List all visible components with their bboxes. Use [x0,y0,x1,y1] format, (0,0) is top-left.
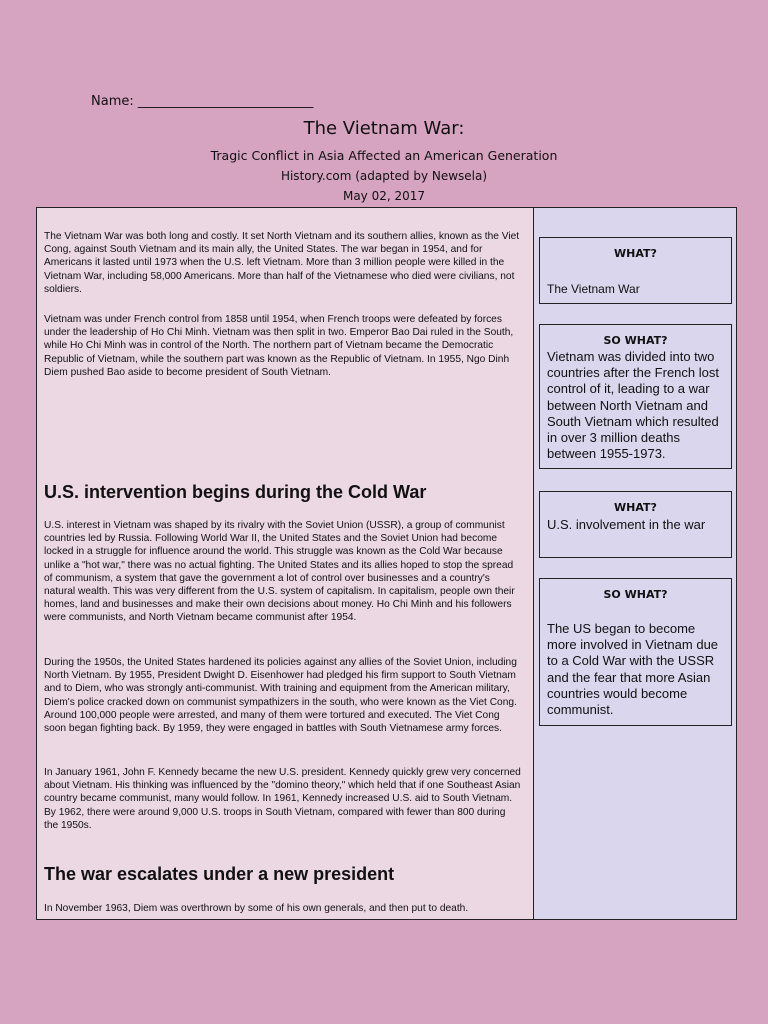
what-label: WHAT? [614,501,657,514]
what-answer: The Vietnam War [547,282,640,296]
so-what-box[interactable] [539,578,732,726]
so-what-answer: The US began to become more involved in Vietnam due to a Cold War with the USSR and the fear that more Asian countries would become communist. [547,621,719,718]
article-paragraph: The Vietnam War was both long and costly. It set North Vietnam and its southern allies, known as the Viet Cong, against South Vietnam and its main ally, the United States. The war began in 1954, and for Americans it lasted until 1973 when the U.S. left Vietnam. More than 3 million people were killed in the Vietnam War, including 58,000 Americans. More than half of the Vietnamese who died were civilians, not soldiers. [44,231,520,295]
what-box[interactable] [539,237,732,304]
article-column [37,208,534,919]
article-paragraph: In January 1961, John F. Kennedy became the new U.S. president. Kennedy quickly grew very concerned about Vietnam. His thinking was influenced by the "domino theory," which held that if one Southeast Asian country became communist, many would follow. In 1961, Kennedy increased U.S. aid to South Vietnam. By 1962, there were around 9,000 U.S. troops in South Vietnam, compared with fewer than 800 during the 1950s. [44,767,521,831]
section-heading: The war escalates under a new president [44,864,395,884]
what-box[interactable] [539,491,732,558]
name-field-line: Name: ___________________________ [91,94,314,109]
document-date: May 02, 2017 [342,189,426,203]
article-paragraph: Vietnam was under French control from 1858 until 1954, when French troops were defeated by forces under the leadership of Ho Chi Minh. Vietnam was then split in two. Emperor Bao Dai ruled in the South, while Ho Chi Minh was in control of the North. The northern part of Vietnam became the Democratic Republic of Vietnam, while the southern part was known as the Republic of Vietnam. In 1955, Ngo Dinh Diem pushed Bao aside to become president of South Vietnam. [44,314,514,378]
article-paragraph: In November 1963, Diem was overthrown by some of his own generals, and then put to death. [44,903,469,914]
so-what-answer: Vietnam was divided into two countries after the French lost control of it, leading to a war between North Vietnam and South Vietnam which resulted in over 3 million deaths between 1955-1973. [547,349,719,462]
document-subtitle: Tragic Conflict in Asia Affected an American Generation [210,148,558,163]
article-paragraph: During the 1950s, the United States hardened its policies against any allies of the Soviet Union, including North Vietnam. By 1955, President Dwight D. Eisenhower had pledged his firm support to South Vietnam and to Diem, who was strongly anti-communist. With training and equipment from the American military, Diem's police cracked down on communist sympathizers in the south, who were known as the Viet Cong. Around 100,000 people were arrested, and many of them were tortured and executed. The Viet Cong soon began fighting back. By 1959, they were engaged in battles with South Vietnamese army forces. [44,657,517,735]
document-title: The Vietnam War: [303,118,465,139]
what-answer: U.S. involvement in the war [547,517,706,532]
what-label: WHAT? [614,247,657,260]
document-source: History.com (adapted by Newsela) [280,169,488,183]
so-what-label: SO WHAT? [603,334,668,347]
notes-column [534,208,736,919]
so-what-label: SO WHAT? [603,588,668,601]
section-heading: U.S. intervention begins during the Cold War [44,482,427,502]
article-paragraph: U.S. interest in Vietnam was shaped by its rivalry with the Soviet Union (USSR), a group of communist countries led by Russia. Following World War II, the United States and the Soviet Union had become locked in a struggle for influence around the world. This struggle was known as the Cold War because unlike a "hot war," there was no actual fighting. The United States and its allies hoped to stop the spread of communism, a system that gave the government a lot of control over businesses and a country's natural wealth. This was very different from the U.S. system of capitalism. In capitalism, people own their homes, land and businesses and make their own decisions about money. Ho Chi Minh and his followers were communists, and North Vietnam became communist after 1954. [44,520,515,624]
so-what-box[interactable] [539,324,732,469]
worksheet-frame [36,207,737,920]
